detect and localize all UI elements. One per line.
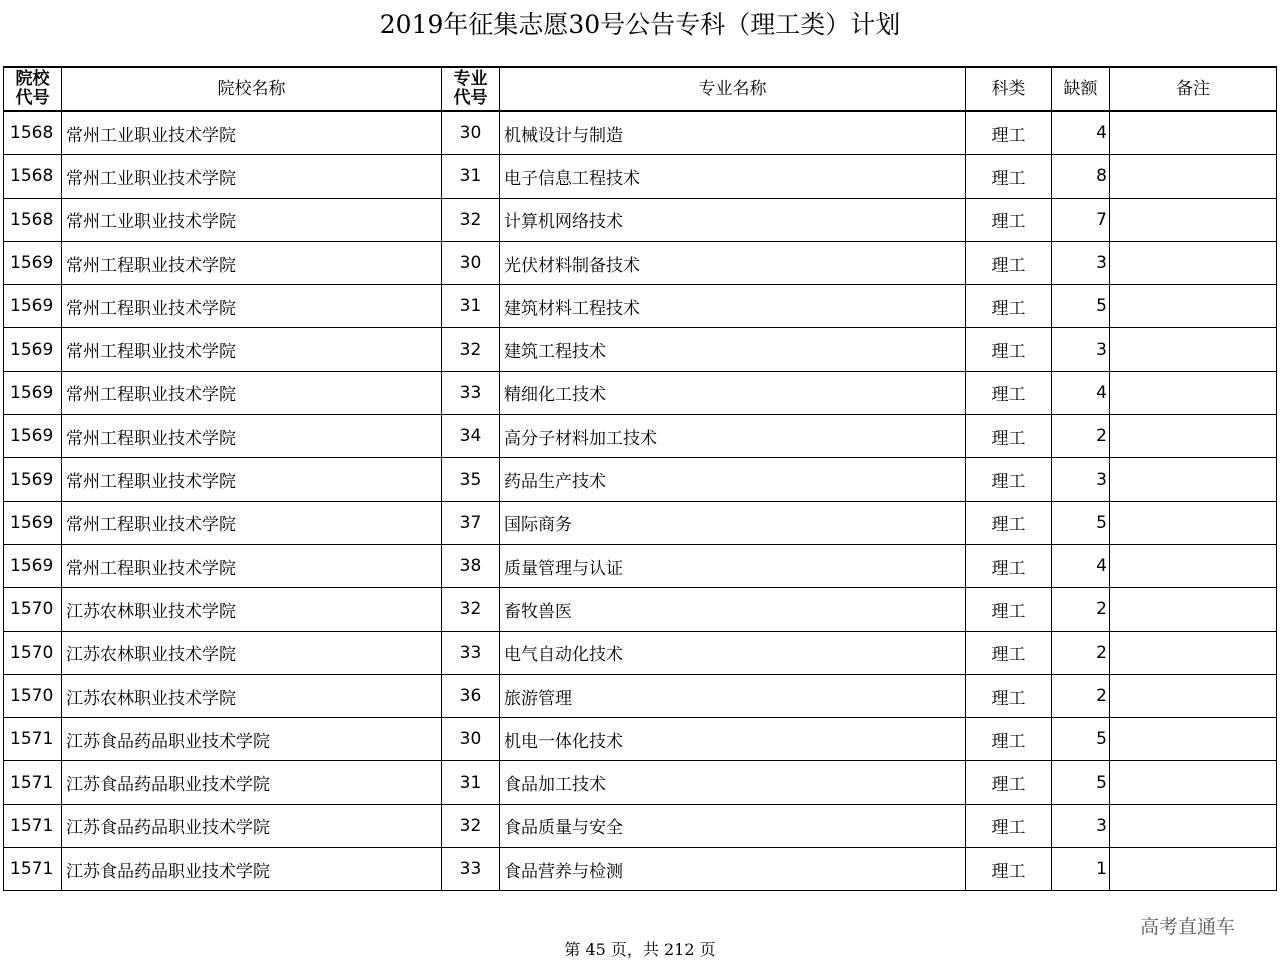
cell-quota: 1 <box>1052 848 1110 891</box>
cell-school-code: 1571 <box>4 804 62 847</box>
cell-school-name: 江苏农林职业技术学院 <box>62 674 442 717</box>
header-category: 科类 <box>966 67 1052 111</box>
cell-quota: 3 <box>1052 804 1110 847</box>
cell-major-name: 电气自动化技术 <box>500 631 966 674</box>
cell-category: 理工 <box>966 588 1052 631</box>
cell-quota: 3 <box>1052 241 1110 284</box>
cell-major-code: 33 <box>442 848 500 891</box>
table-row <box>4 415 1277 458</box>
cell-school-name: 常州工程职业技术学院 <box>62 285 442 328</box>
table-row <box>4 155 1277 198</box>
cell-school-name: 常州工程职业技术学院 <box>62 415 442 458</box>
cell-quota: 4 <box>1052 371 1110 414</box>
cell-note <box>1110 761 1277 804</box>
cell-quota: 8 <box>1052 155 1110 198</box>
cell-major-code: 31 <box>442 285 500 328</box>
cell-quota: 2 <box>1052 631 1110 674</box>
cell-category: 理工 <box>966 241 1052 284</box>
header-major-code-line1: 专业 <box>453 69 488 89</box>
cell-major-code: 33 <box>442 371 500 414</box>
watermark: 高考直通车 <box>1140 916 1236 938</box>
cell-note <box>1110 458 1277 501</box>
cell-quota: 5 <box>1052 285 1110 328</box>
header-major-code-line2: 代号 <box>453 88 488 108</box>
cell-major-code: 30 <box>442 241 500 284</box>
cell-major-name: 食品营养与检测 <box>500 848 966 891</box>
cell-school-code: 1571 <box>4 718 62 761</box>
cell-quota: 4 <box>1052 111 1110 155</box>
cell-category: 理工 <box>966 371 1052 414</box>
cell-school-code: 1569 <box>4 328 62 371</box>
cell-quota: 5 <box>1052 761 1110 804</box>
cell-major-code: 32 <box>442 804 500 847</box>
cell-note <box>1110 371 1277 414</box>
cell-major-code: 32 <box>442 328 500 371</box>
cell-quota: 3 <box>1052 328 1110 371</box>
cell-note <box>1110 285 1277 328</box>
cell-note <box>1110 631 1277 674</box>
cell-category: 理工 <box>966 674 1052 717</box>
cell-category: 理工 <box>966 328 1052 371</box>
cell-school-code: 1569 <box>4 371 62 414</box>
cell-note <box>1110 804 1277 847</box>
cell-major-name: 旅游管理 <box>500 674 966 717</box>
table-row <box>4 718 1277 761</box>
table-row <box>4 285 1277 328</box>
cell-note <box>1110 848 1277 891</box>
cell-school-name: 常州工程职业技术学院 <box>62 501 442 544</box>
cell-quota: 2 <box>1052 415 1110 458</box>
cell-school-name: 常州工程职业技术学院 <box>62 328 442 371</box>
cell-category: 理工 <box>966 458 1052 501</box>
cell-quota: 2 <box>1052 674 1110 717</box>
cell-major-name: 高分子材料加工技术 <box>500 415 966 458</box>
cell-category: 理工 <box>966 155 1052 198</box>
table-row <box>4 631 1277 674</box>
cell-major-code: 37 <box>442 501 500 544</box>
cell-category: 理工 <box>966 804 1052 847</box>
cell-major-name: 畜牧兽医 <box>500 588 966 631</box>
cell-school-code: 1568 <box>4 111 62 155</box>
cell-major-name: 食品加工技术 <box>500 761 966 804</box>
cell-school-name: 江苏食品药品职业技术学院 <box>62 718 442 761</box>
table-row <box>4 804 1277 847</box>
page-title: 2019年征集志愿30号公告专科（理工类）计划 <box>379 10 901 39</box>
cell-note <box>1110 501 1277 544</box>
cell-school-name: 常州工程职业技术学院 <box>62 544 442 587</box>
header-note: 备注 <box>1110 67 1277 111</box>
table-row <box>4 761 1277 804</box>
cell-category: 理工 <box>966 415 1052 458</box>
cell-category: 理工 <box>966 718 1052 761</box>
table-row <box>4 674 1277 717</box>
cell-note <box>1110 674 1277 717</box>
cell-major-code: 30 <box>442 718 500 761</box>
cell-school-name: 常州工业职业技术学院 <box>62 155 442 198</box>
cell-quota: 5 <box>1052 718 1110 761</box>
cell-category: 理工 <box>966 501 1052 544</box>
table-row <box>4 198 1277 241</box>
cell-major-name: 计算机网络技术 <box>500 198 966 241</box>
cell-school-code: 1570 <box>4 674 62 717</box>
cell-school-code: 1570 <box>4 588 62 631</box>
cell-school-code: 1569 <box>4 458 62 501</box>
table-row <box>4 458 1277 501</box>
cell-category: 理工 <box>966 285 1052 328</box>
page-footer: 第 45 页，共 212 页 <box>564 940 716 959</box>
enrollment-plan-table <box>3 66 1277 891</box>
cell-category: 理工 <box>966 198 1052 241</box>
cell-note <box>1110 718 1277 761</box>
cell-quota: 2 <box>1052 588 1110 631</box>
cell-school-name: 常州工程职业技术学院 <box>62 241 442 284</box>
cell-major-name: 电子信息工程技术 <box>500 155 966 198</box>
cell-major-name: 机电一体化技术 <box>500 718 966 761</box>
cell-major-name: 机械设计与制造 <box>500 111 966 155</box>
cell-major-code: 36 <box>442 674 500 717</box>
table-row <box>4 111 1277 155</box>
cell-school-code: 1569 <box>4 241 62 284</box>
cell-school-code: 1569 <box>4 415 62 458</box>
table-row <box>4 848 1277 891</box>
table-row <box>4 241 1277 284</box>
table-row <box>4 501 1277 544</box>
header-school-name: 院校名称 <box>62 67 442 111</box>
header-school-code <box>4 67 62 111</box>
cell-school-code: 1569 <box>4 501 62 544</box>
table-body <box>4 111 1277 891</box>
cell-quota: 3 <box>1052 458 1110 501</box>
cell-major-code: 30 <box>442 111 500 155</box>
cell-major-code: 32 <box>442 588 500 631</box>
cell-major-name: 光伏材料制备技术 <box>500 241 966 284</box>
cell-category: 理工 <box>966 761 1052 804</box>
cell-note <box>1110 415 1277 458</box>
header-school-code-line2: 代号 <box>15 88 50 108</box>
header-school-code-line1: 院校 <box>15 69 50 89</box>
cell-school-name: 常州工业职业技术学院 <box>62 111 442 155</box>
cell-major-name: 精细化工技术 <box>500 371 966 414</box>
cell-category: 理工 <box>966 631 1052 674</box>
cell-major-code: 38 <box>442 544 500 587</box>
cell-school-code: 1569 <box>4 285 62 328</box>
cell-school-code: 1568 <box>4 155 62 198</box>
table-row <box>4 371 1277 414</box>
cell-school-code: 1571 <box>4 761 62 804</box>
cell-school-name: 江苏食品药品职业技术学院 <box>62 804 442 847</box>
header-major-name: 专业名称 <box>500 67 966 111</box>
table-header-row <box>4 67 1277 111</box>
table-row <box>4 588 1277 631</box>
cell-school-name: 江苏农林职业技术学院 <box>62 631 442 674</box>
cell-note <box>1110 544 1277 587</box>
cell-note <box>1110 588 1277 631</box>
cell-school-code: 1571 <box>4 848 62 891</box>
cell-major-code: 31 <box>442 155 500 198</box>
header-major-code <box>442 67 500 111</box>
cell-note <box>1110 241 1277 284</box>
cell-school-code: 1570 <box>4 631 62 674</box>
cell-category: 理工 <box>966 111 1052 155</box>
cell-major-code: 31 <box>442 761 500 804</box>
cell-school-name: 江苏农林职业技术学院 <box>62 588 442 631</box>
cell-quota: 4 <box>1052 544 1110 587</box>
cell-school-name: 常州工程职业技术学院 <box>62 458 442 501</box>
cell-note <box>1110 155 1277 198</box>
cell-school-name: 江苏食品药品职业技术学院 <box>62 761 442 804</box>
cell-major-name: 食品质量与安全 <box>500 804 966 847</box>
table-row <box>4 328 1277 371</box>
cell-category: 理工 <box>966 848 1052 891</box>
table-row <box>4 544 1277 587</box>
cell-major-code: 32 <box>442 198 500 241</box>
cell-note <box>1110 328 1277 371</box>
cell-major-name: 质量管理与认证 <box>500 544 966 587</box>
cell-school-code: 1568 <box>4 198 62 241</box>
cell-note <box>1110 198 1277 241</box>
cell-major-code: 34 <box>442 415 500 458</box>
cell-category: 理工 <box>966 544 1052 587</box>
cell-quota: 5 <box>1052 501 1110 544</box>
cell-school-name: 常州工业职业技术学院 <box>62 198 442 241</box>
cell-major-code: 35 <box>442 458 500 501</box>
header-quota: 缺额 <box>1052 67 1110 111</box>
cell-major-name: 建筑材料工程技术 <box>500 285 966 328</box>
cell-school-code: 1569 <box>4 544 62 587</box>
cell-school-name: 常州工程职业技术学院 <box>62 371 442 414</box>
cell-quota: 7 <box>1052 198 1110 241</box>
cell-school-name: 江苏食品药品职业技术学院 <box>62 848 442 891</box>
cell-major-name: 药品生产技术 <box>500 458 966 501</box>
cell-major-name: 国际商务 <box>500 501 966 544</box>
cell-major-code: 33 <box>442 631 500 674</box>
cell-major-name: 建筑工程技术 <box>500 328 966 371</box>
cell-note <box>1110 111 1277 155</box>
